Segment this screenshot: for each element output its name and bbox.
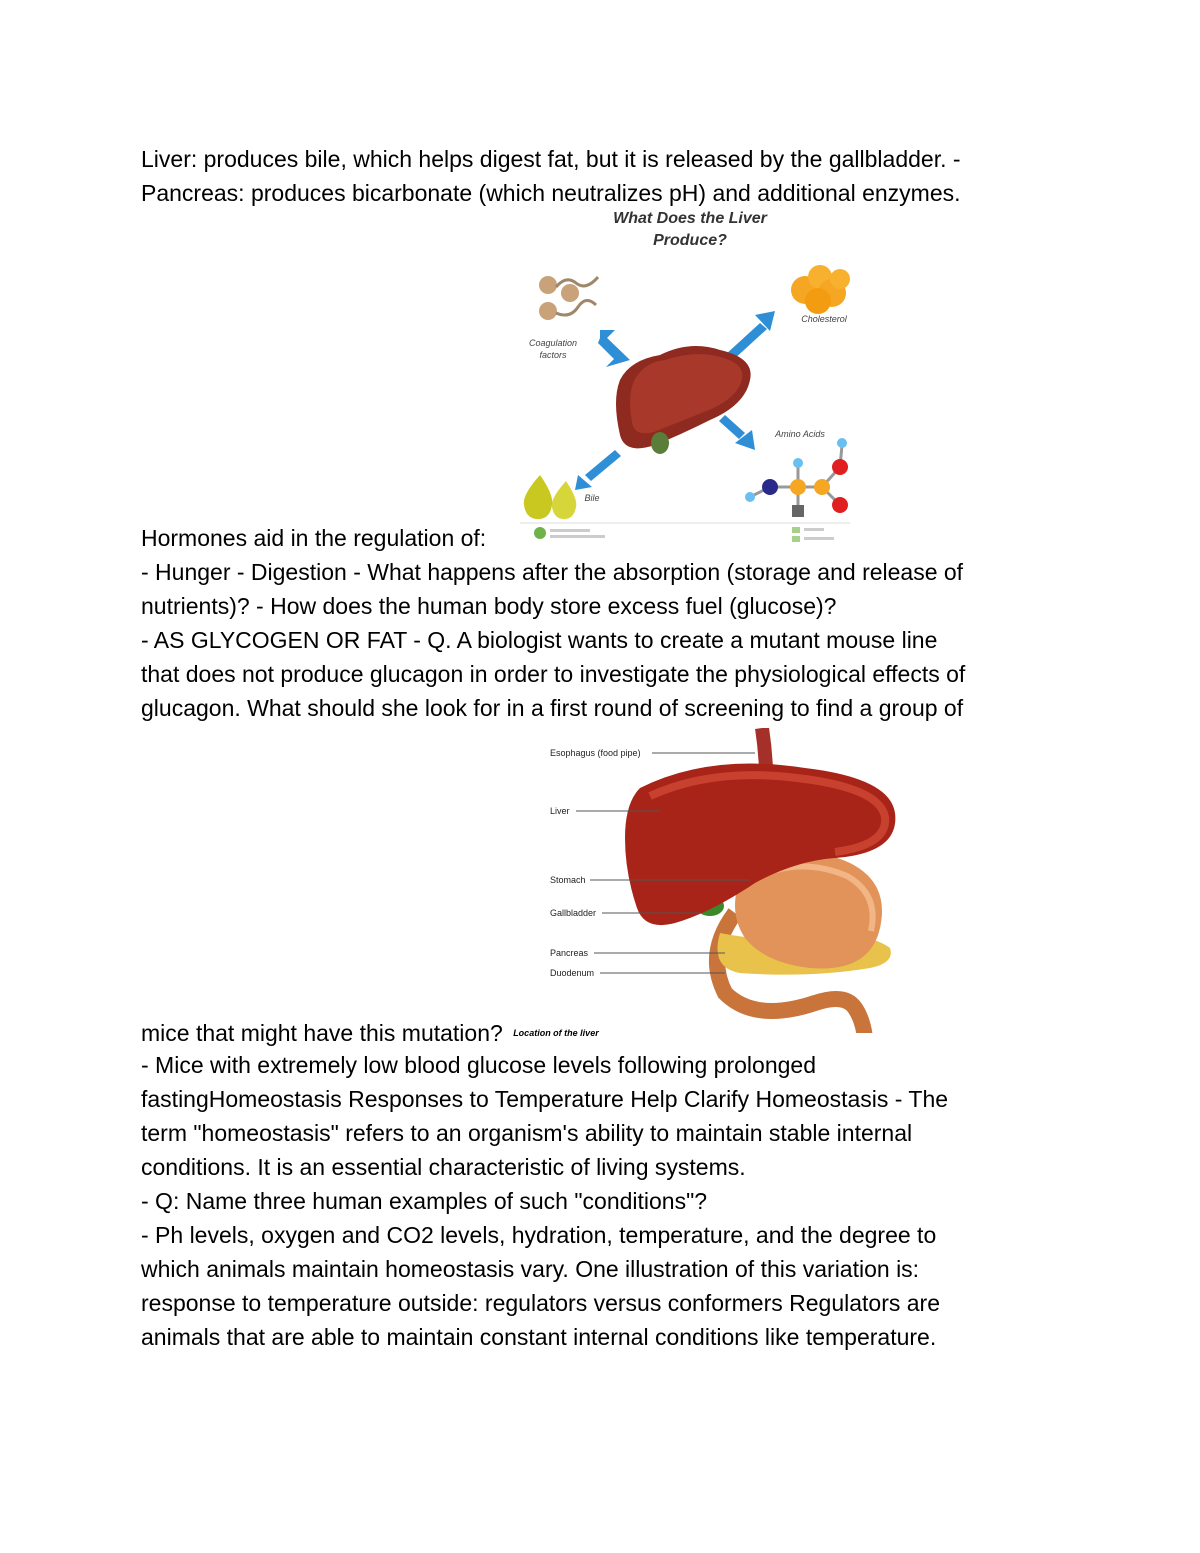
pancreas-label: Pancreas <box>550 948 589 958</box>
text-line: Liver: produces bile, which helps digest fat, but it is released by the gallbladder. - <box>141 146 961 172</box>
text-line: glucagon. What should she look for in a first round of screening to find a group of <box>141 695 964 721</box>
text-line: Pancreas: produces bicarbonate (which neutralizes pH) and additional enzymes. <box>141 180 961 206</box>
text-line: that does not produce glucagon in order to investigate the physiological effects of <box>141 661 966 687</box>
text-line: which animals maintain homeostasis vary. One illustration of this variation is: <box>141 1256 920 1282</box>
text-line: fastingHomeostasis Responses to Temperature Help Clarify Homeostasis - The <box>141 1086 949 1112</box>
duodenum-label: Duodenum <box>550 968 595 978</box>
amino-acid-molecule-icon <box>745 438 848 517</box>
liver-anatomy-figure <box>540 728 910 1033</box>
coagulation-label: Coagulation <box>528 338 578 348</box>
stomach-label: Stomach <box>550 875 586 885</box>
figure-caption: Location of the liver <box>513 1028 599 1038</box>
bile-drops-icon <box>524 475 576 519</box>
text-line: response to temperature outside: regulators versus conformers Regulators are <box>141 1290 941 1316</box>
cholesterol-icon <box>791 265 850 314</box>
text-line <box>141 1016 599 1050</box>
liver-label: Liver <box>550 806 570 816</box>
text-line: - Mice with extremely low blood glucose levels following prolonged <box>141 1052 816 1078</box>
coagulation-factors-icon <box>539 276 598 320</box>
esophagus-label: Esophagus (food pipe) <box>550 748 641 758</box>
coagulation-label-2: factors <box>539 350 567 360</box>
text-line: Hormones aid in the regulation of: <box>141 525 487 551</box>
text-line: - Hunger - Digestion - What happens after the absorption (storage and release of <box>141 559 964 585</box>
figure-title-line2: Produce? <box>653 232 727 249</box>
text-line-content: mice that might have this mutation? <box>141 1020 503 1046</box>
bile-label: Bile <box>584 493 600 503</box>
liver-products-figure <box>520 205 860 545</box>
gallbladder-label: Gallbladder <box>550 908 597 918</box>
watermark-strip <box>520 523 850 542</box>
text-line: - Q: Name three human examples of such "conditions"? <box>141 1188 708 1214</box>
text-line: term "homeostasis" refers to an organism's ability to maintain stable internal <box>141 1120 913 1146</box>
text-line: nutrients)? - How does the human body store excess fuel (glucose)? <box>141 593 837 619</box>
text-line: animals that are able to maintain constant internal conditions like temperature. <box>141 1324 937 1350</box>
liver-illustration <box>616 346 751 454</box>
figure-title-line1: What Does the Liver <box>613 210 767 227</box>
text-line: conditions. It is an essential characteristic of living systems. <box>141 1154 746 1180</box>
amino-acids-label: Amino Acids <box>775 429 825 439</box>
cholesterol-label: Cholesterol <box>801 314 847 324</box>
text-line: - Ph levels, oxygen and CO2 levels, hydration, temperature, and the degree to <box>141 1222 937 1248</box>
text-line: - AS GLYCOGEN OR FAT - Q. A biologist wants to create a mutant mouse line <box>141 627 938 653</box>
